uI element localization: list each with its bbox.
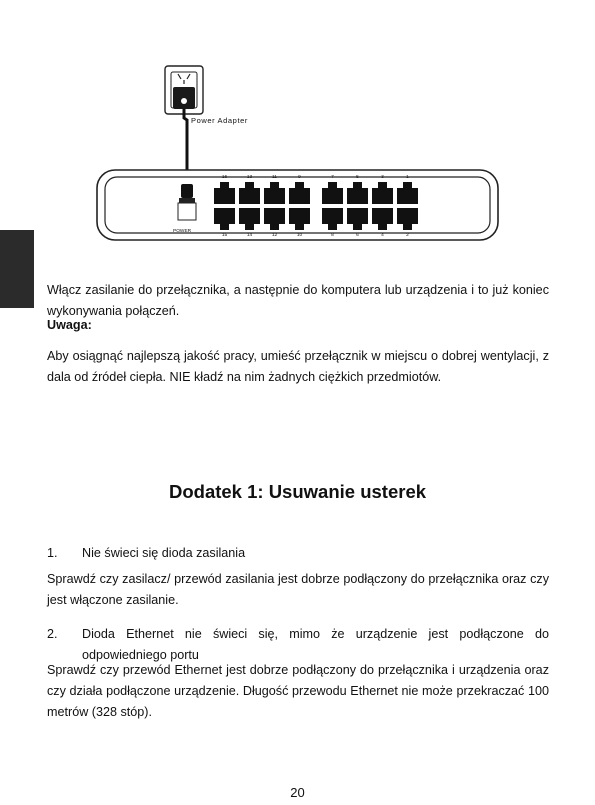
port-number-label: 15 [221,233,228,238]
page-number: 20 [290,785,305,800]
switch-connection-diagram [95,60,500,250]
port-number-label: 12 [271,233,278,238]
item-number: 1. [47,546,58,560]
appendix-title: Dodatek 1: Usuwanie usterek [168,481,427,502]
port-number-label: 13 [246,175,253,180]
item-number: 2. [47,627,58,641]
power-port-label: POWER [173,229,192,234]
port-number-label: 5 [356,175,359,180]
note-paragraph: Aby osiągnąć najlepszą jakość pracy, umieść przełącznik w miejscu o dobrej wentylacji, z dala od źródeł ciepła. NIE kładź na nim żadnych ciężkich przedmiotów. [47,349,549,384]
note-label: Uwaga: [47,318,92,332]
port-number-label: 7 [331,175,334,180]
item-heading: Nie świeci się dioda zasilania [82,546,246,560]
item-heading: Dioda Ethernet nie świeci się, mimo że urządzenie jest podłączone do odpowiedniego portu [82,627,549,662]
power-adapter-label: Power Adapter [191,116,248,125]
port-number-label: 10 [296,233,303,238]
port-number-label: 2 [406,233,409,238]
power-port [178,203,196,220]
troubleshoot-item-2-text: Sprawdź czy przewód Ethernet jest dobrze podłączony do przełącznika i urządzenia oraz czy działa podłączone urządzenie. Długość przewodu Ethernet nie może przekraczać 100 metrów (328 stóp). [47,663,549,719]
port-number-label: 11 [272,175,277,180]
port-number-label: 3 [381,175,384,180]
port-number-label: 6 [356,233,359,238]
port-number-label: 9 [298,175,301,180]
port-number-label: 8 [331,233,334,238]
port-number-label: 16 [221,175,228,180]
intro-paragraph: Włącz zasilanie do przełącznika, a następnie do komputera lub urządzenia i to już koniec wykonywania połączeń. [47,283,549,318]
side-tab-marker [0,230,34,308]
port-number-label: 1 [406,175,409,180]
port-number-label: 4 [381,233,384,238]
troubleshoot-item-1-text: Sprawdź czy zasilacz/ przewód zasilania jest dobrze podłączony do przełącznika oraz czy jest włączone zasilanie. [47,572,549,607]
port-number-label: 14 [246,233,253,238]
